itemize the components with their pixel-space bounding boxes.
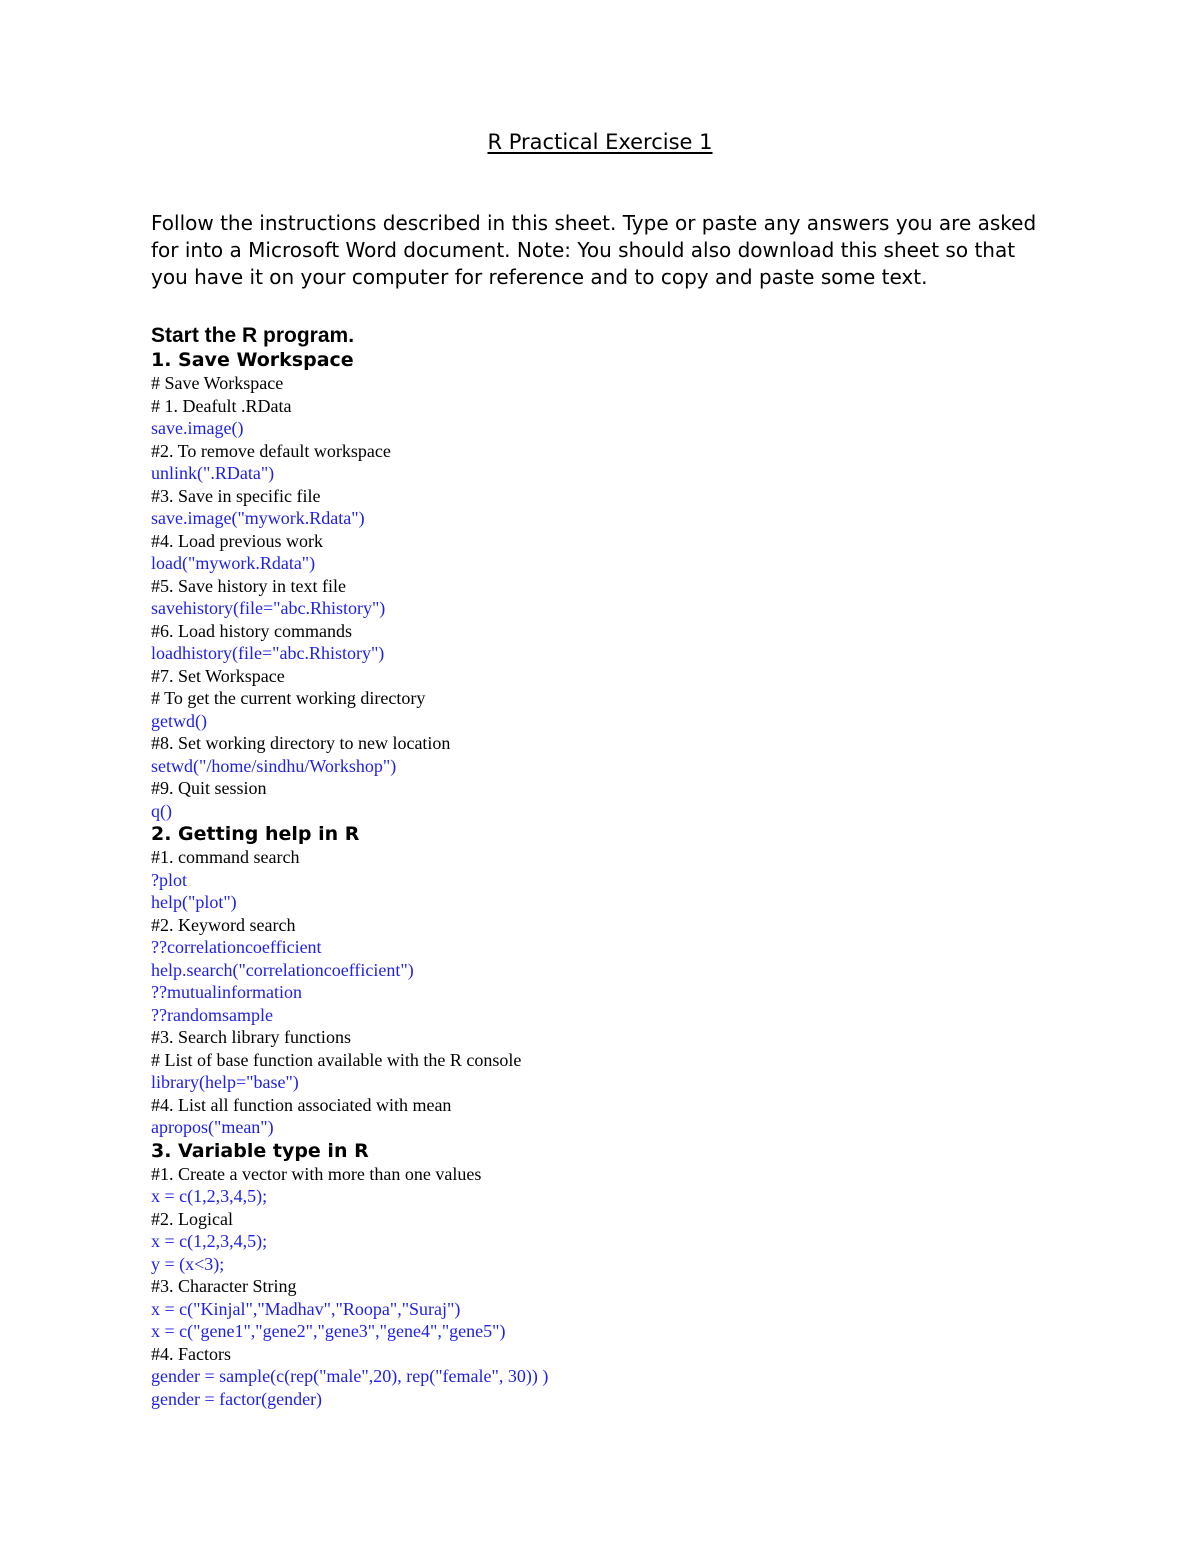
section: [151, 822, 1051, 1139]
code-line: setwd("/home/sindhu/Workshop"): [151, 755, 397, 776]
comment-line: #1. command search: [151, 847, 300, 867]
code-line: x = c("gene1","gene2","gene3","gene4","gene5"): [151, 1321, 506, 1341]
comment-line: # To get the current working directory: [151, 688, 426, 708]
code-line: x = c(1,2,3,4,5);: [151, 1231, 268, 1251]
comment-line: #9. Quit session: [151, 778, 267, 798]
code-line: ??correlationcoefficient: [151, 937, 322, 957]
intro-paragraph: Follow the instructions described in this sheet. Type or paste any answers you are asked for into a Microsoft Word document. Note: You should also download this sheet so that you have it on your computer for reference and to copy and paste some text.: [151, 211, 1037, 289]
code-line: apropos("mean"): [151, 1117, 274, 1137]
code-line: help("plot"): [151, 892, 237, 912]
code-line: help.search("correlationcoefficient"): [151, 959, 414, 980]
code-line: ??randomsample: [151, 1004, 273, 1025]
comment-line: #4. Load previous work: [151, 530, 323, 551]
code-line: gender = sample(c(rep("male",20), rep("female", 30)) ): [151, 1366, 549, 1386]
comment-line: #3. Save in specific file: [151, 485, 321, 506]
code-line: x = c(1,2,3,4,5);: [151, 1186, 268, 1206]
code-line: q(): [151, 800, 172, 821]
comment-line: #1. Create a vector with more than one values: [151, 1163, 482, 1184]
comment-line: #2. Keyword search: [151, 914, 296, 935]
comment-line: #3. Character String: [151, 1276, 297, 1296]
section-heading: 2. Getting help in R: [151, 823, 360, 845]
page-title: R Practical Exercise 1: [487, 130, 713, 154]
comment-line: #7. Set Workspace: [151, 665, 285, 686]
code-line: unlink(".RData"): [151, 463, 275, 483]
code-line: ??mutualinformation: [151, 982, 302, 1002]
start-instruction: Start the R program.: [151, 324, 355, 347]
sections-container: [151, 348, 1051, 1410]
comment-line: #2. Logical: [151, 1208, 233, 1229]
comment-line: # Save Workspace: [151, 373, 284, 393]
comment-line: #6. Load history commands: [151, 620, 352, 641]
comment-line: #8. Set working directory to new location: [151, 733, 451, 753]
comment-line: #3. Search library functions: [151, 1027, 351, 1047]
code-line: savehistory(file="abc.Rhistory"): [151, 598, 386, 618]
code-line: loadhistory(file="abc.Rhistory"): [151, 643, 385, 663]
comment-line: # 1. Deafult .RData: [151, 395, 292, 416]
code-line: y = (x<3);: [151, 1253, 225, 1274]
exercise-content: [151, 324, 1051, 1410]
comment-line: #4. Factors: [151, 1343, 231, 1364]
code-line: getwd(): [151, 710, 207, 731]
code-line: save.image("mywork.Rdata"): [151, 508, 365, 528]
comment-line: #4. List all function associated with mean: [151, 1094, 452, 1115]
section: [151, 1139, 1051, 1411]
code-line: load("mywork.Rdata"): [151, 553, 316, 573]
code-line: library(help="base"): [151, 1072, 299, 1092]
comment-line: #2. To remove default workspace: [151, 440, 391, 461]
section-heading: 1. Save Workspace: [151, 349, 354, 371]
code-line: save.image(): [151, 418, 244, 438]
code-line: x = c("Kinjal","Madhav","Roopa","Suraj"): [151, 1298, 461, 1319]
section: [151, 348, 1051, 822]
comment-line: #5. Save history in text file: [151, 575, 346, 596]
code-line: gender = factor(gender): [151, 1388, 323, 1409]
comment-line: # List of base function available with the R console: [151, 1049, 522, 1070]
section-heading: 3. Variable type in R: [151, 1139, 369, 1162]
code-line: ?plot: [151, 869, 187, 890]
